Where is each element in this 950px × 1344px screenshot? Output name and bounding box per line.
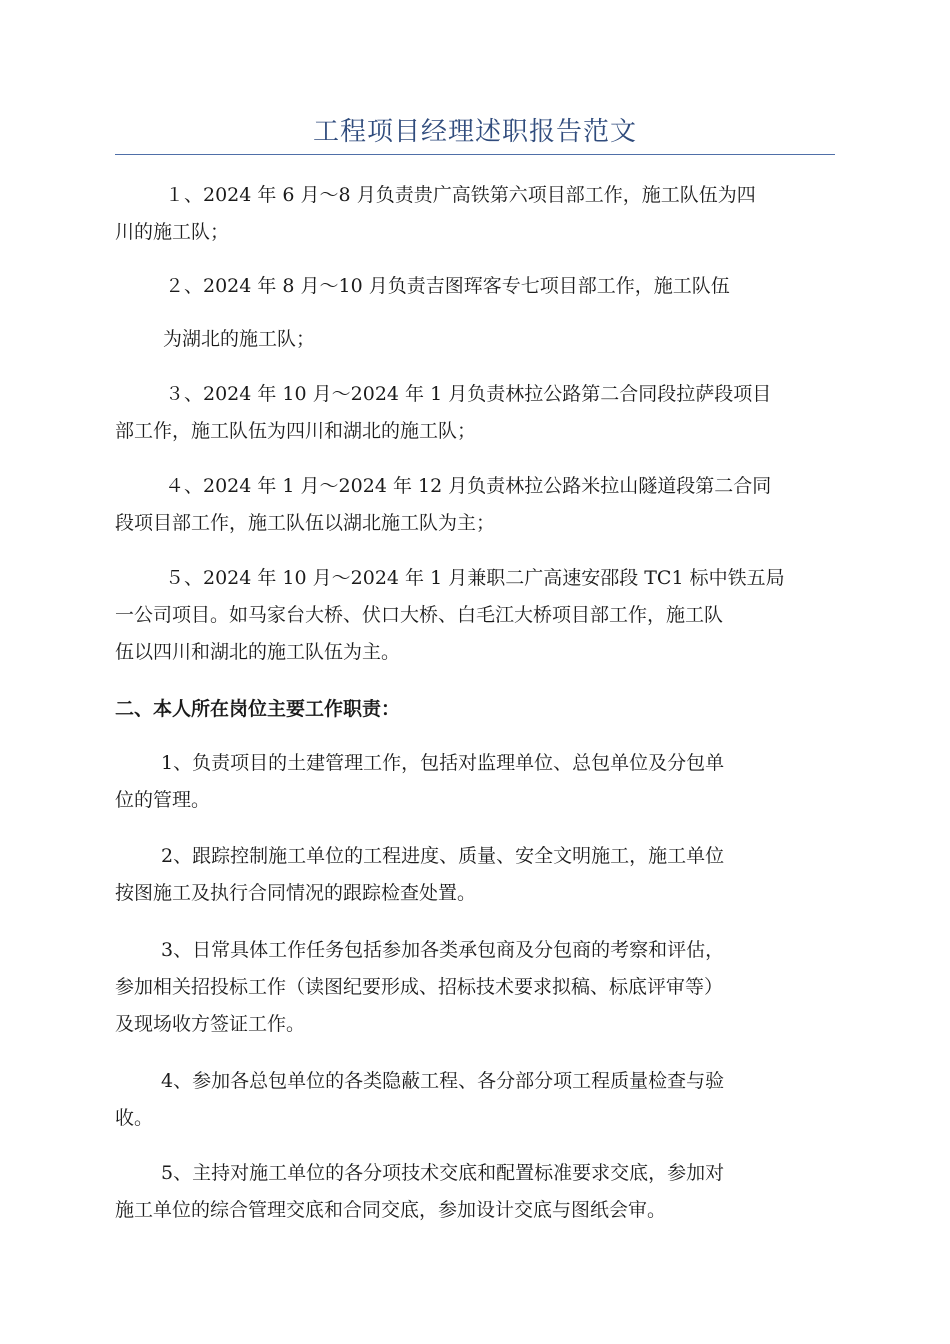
text-line: 位的管理。 — [115, 789, 211, 811]
paragraph-item-2 — [115, 268, 835, 305]
text-line: 为湖北的施工队； — [163, 328, 316, 350]
paragraph-item-5 — [115, 560, 835, 671]
document-title: 工程项目经理述职报告范文 — [312, 117, 637, 147]
text-line: ４、2024 年 1 月～2024 年 12 月负责林拉公路米拉山隧道段第二合同 — [165, 475, 772, 497]
text-line: ２、2024 年 8 月～10 月负责吉图珲客专七项目部工作，施工队伍 — [165, 275, 730, 297]
heading-text: 二、本人所在岗位主要工作职责： — [115, 698, 401, 720]
text-line: 施工单位的综合管理交底和合同交底，参加设计交底与图纸会审。 — [115, 1199, 667, 1221]
duty-item-4 — [115, 1063, 835, 1137]
paragraph-item-1 — [115, 177, 835, 251]
text-line: ３、2024 年 10 月～2024 年 1 月负责林拉公路第二合同段拉萨段项目 — [165, 383, 772, 405]
text-line: 川的施工队； — [115, 221, 230, 243]
text-line: 按图施工及执行合同情况的跟踪检查处置。 — [115, 882, 477, 904]
paragraph-item-3 — [115, 376, 835, 450]
text-line: １、2024 年 6 月～8 月负责贵广高铁第六项目部工作，施工队伍为四 — [165, 184, 756, 206]
text-line: 及现场收方签证工作。 — [115, 1013, 306, 1035]
duty-item-2 — [115, 838, 835, 912]
text-line: ５、2024 年 10 月～2024 年 1 月兼职二广高速安邵段 TC1 标中铁五局 — [165, 567, 785, 589]
duty-item-3 — [115, 932, 835, 1043]
paragraph-item-4 — [115, 468, 835, 542]
text-line: 收。 — [115, 1107, 154, 1129]
text-line: 5、主持对施工单位的各分项技术交底和配置标准要求交底，参加对 — [161, 1162, 725, 1184]
text-line: 部工作，施工队伍为四川和湖北的施工队； — [115, 420, 477, 442]
text-line: 1、负责项目的土建管理工作，包括对监理单位、总包单位及分包单 — [161, 752, 725, 774]
title-underline — [115, 154, 835, 155]
paragraph-item-2-continued — [115, 321, 835, 358]
text-line: 3、日常具体工作任务包括参加各类承包商及分包商的考察和评估， — [161, 939, 725, 961]
text-line: 参加相关招投标工作（读图纪要形成、招标技术要求拟稿、标底评审等） — [115, 976, 724, 998]
text-line: 2、跟踪控制施工单位的工程进度、质量、安全文明施工，施工单位 — [161, 845, 725, 867]
duty-item-5 — [115, 1155, 835, 1229]
text-line: 伍以四川和湖北的施工队伍为主。 — [115, 641, 401, 663]
text-line: 一公司项目。如马家台大桥、伏口大桥、白毛江大桥项目部工作，施工队 — [115, 604, 724, 626]
text-line: 段项目部工作，施工队伍以湖北施工队为主； — [115, 512, 496, 534]
duty-item-1 — [115, 745, 835, 819]
section-heading — [115, 691, 835, 728]
text-line: 4、参加各总包单位的各类隐蔽工程、各分部分项工程质量检查与验 — [161, 1070, 725, 1092]
